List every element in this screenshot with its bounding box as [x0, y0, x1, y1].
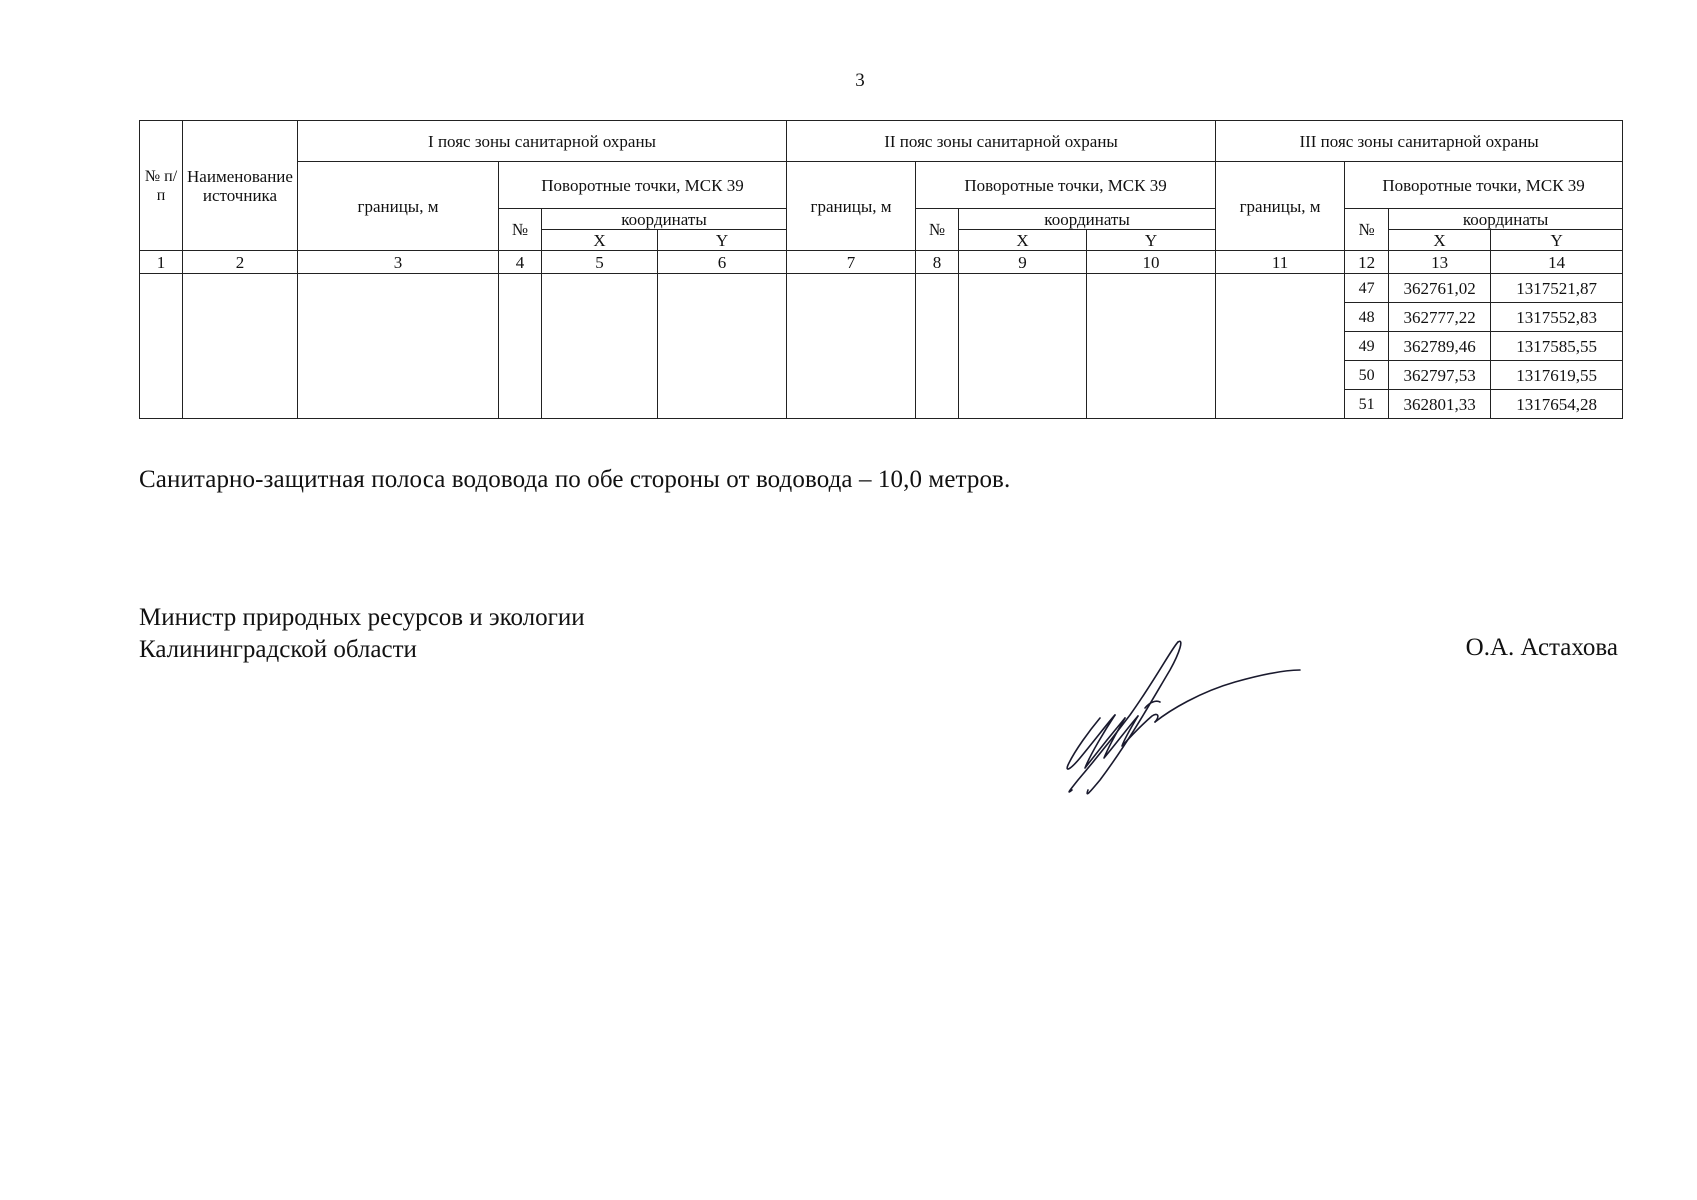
page-number: 3	[855, 70, 865, 91]
column-number: 9	[959, 251, 1087, 274]
coord-x: 362789,46	[1389, 332, 1491, 361]
column-number: 6	[658, 251, 787, 274]
signatory-title-line-2: Калининградской области	[139, 636, 417, 663]
column-number: 11	[1216, 251, 1345, 274]
column-number: 3	[298, 251, 499, 274]
header-zone-3-turning-points: Поворотные точки, МСК 39	[1345, 162, 1623, 209]
column-number: 1	[140, 251, 183, 274]
header-zone-1-turning-points: Поворотные точки, МСК 39	[499, 162, 787, 209]
column-number: 12	[1345, 251, 1389, 274]
column-number: 13	[1389, 251, 1491, 274]
header-zone-2-y: Y	[1087, 230, 1216, 251]
coord-x: 362801,33	[1389, 390, 1491, 419]
table-row	[140, 274, 1623, 303]
column-number: 10	[1087, 251, 1216, 274]
header-zone-3: III пояс зоны санитарной охраны	[1216, 121, 1623, 162]
coord-y: 1317521,87	[1491, 274, 1623, 303]
header-zone-2-turning-points: Поворотные точки, МСК 39	[916, 162, 1216, 209]
empty-cell	[1087, 274, 1216, 419]
coord-y: 1317585,55	[1491, 332, 1623, 361]
column-number: 14	[1491, 251, 1623, 274]
header-zone-1-boundaries: границы, м	[298, 162, 499, 251]
header-zone-3-x: X	[1389, 230, 1491, 251]
empty-cell	[658, 274, 787, 419]
column-number: 2	[183, 251, 298, 274]
header-zone-1: I пояс зоны санитарной охраны	[298, 121, 787, 162]
empty-cell	[183, 274, 298, 419]
column-number: 8	[916, 251, 959, 274]
empty-cell	[959, 274, 1087, 419]
empty-cell	[916, 274, 959, 419]
sanitary-zones-table	[139, 120, 1623, 419]
point-number: 47	[1345, 274, 1389, 303]
coord-x: 362777,22	[1389, 303, 1491, 332]
empty-cell	[1216, 274, 1345, 419]
empty-cell	[542, 274, 658, 419]
header-zone-3-point-no: №	[1345, 209, 1389, 251]
coord-x: 362761,02	[1389, 274, 1491, 303]
header-zone-1-x: X	[542, 230, 658, 251]
point-number: 50	[1345, 361, 1389, 390]
empty-cell	[140, 274, 183, 419]
header-zone-2-boundaries: границы, м	[787, 162, 916, 251]
header-zone-2-coordinates: координаты	[959, 209, 1216, 230]
header-zone-3-coordinates: координаты	[1389, 209, 1623, 230]
coord-x: 362797,53	[1389, 361, 1491, 390]
header-zone-2-point-no: №	[916, 209, 959, 251]
coord-y: 1317552,83	[1491, 303, 1623, 332]
header-zone-3-boundaries: границы, м	[1216, 162, 1345, 251]
header-zone-1-coordinates: координаты	[542, 209, 787, 230]
point-number: 49	[1345, 332, 1389, 361]
header-source-name: Наименование источника	[183, 121, 298, 251]
signatory-title	[139, 602, 585, 666]
header-zone-2-x: X	[959, 230, 1087, 251]
empty-cell	[499, 274, 542, 419]
column-number: 7	[787, 251, 916, 274]
header-zone-2: II пояс зоны санитарной охраны	[787, 121, 1216, 162]
empty-cell	[787, 274, 916, 419]
handwritten-signature	[1060, 630, 1310, 800]
header-zone-1-y: Y	[658, 230, 787, 251]
header-zone-1-point-no: №	[499, 209, 542, 251]
header-row-number: № п/п	[140, 121, 183, 251]
point-number: 48	[1345, 303, 1389, 332]
column-number-row	[140, 251, 1623, 274]
header-zone-3-y: Y	[1491, 230, 1623, 251]
column-number: 5	[542, 251, 658, 274]
signatory-name: О.А. Астахова	[1465, 634, 1618, 661]
empty-cell	[298, 274, 499, 419]
coord-y: 1317654,28	[1491, 390, 1623, 419]
column-number: 4	[499, 251, 542, 274]
point-number: 51	[1345, 390, 1389, 419]
sanitary-strip-note: Санитарно-защитная полоса водовода по обе стороны от водовода – 10,0 метров.	[139, 466, 1011, 493]
coord-y: 1317619,55	[1491, 361, 1623, 390]
signatory-title-line-1: Министр природных ресурсов и экологии	[139, 604, 585, 631]
